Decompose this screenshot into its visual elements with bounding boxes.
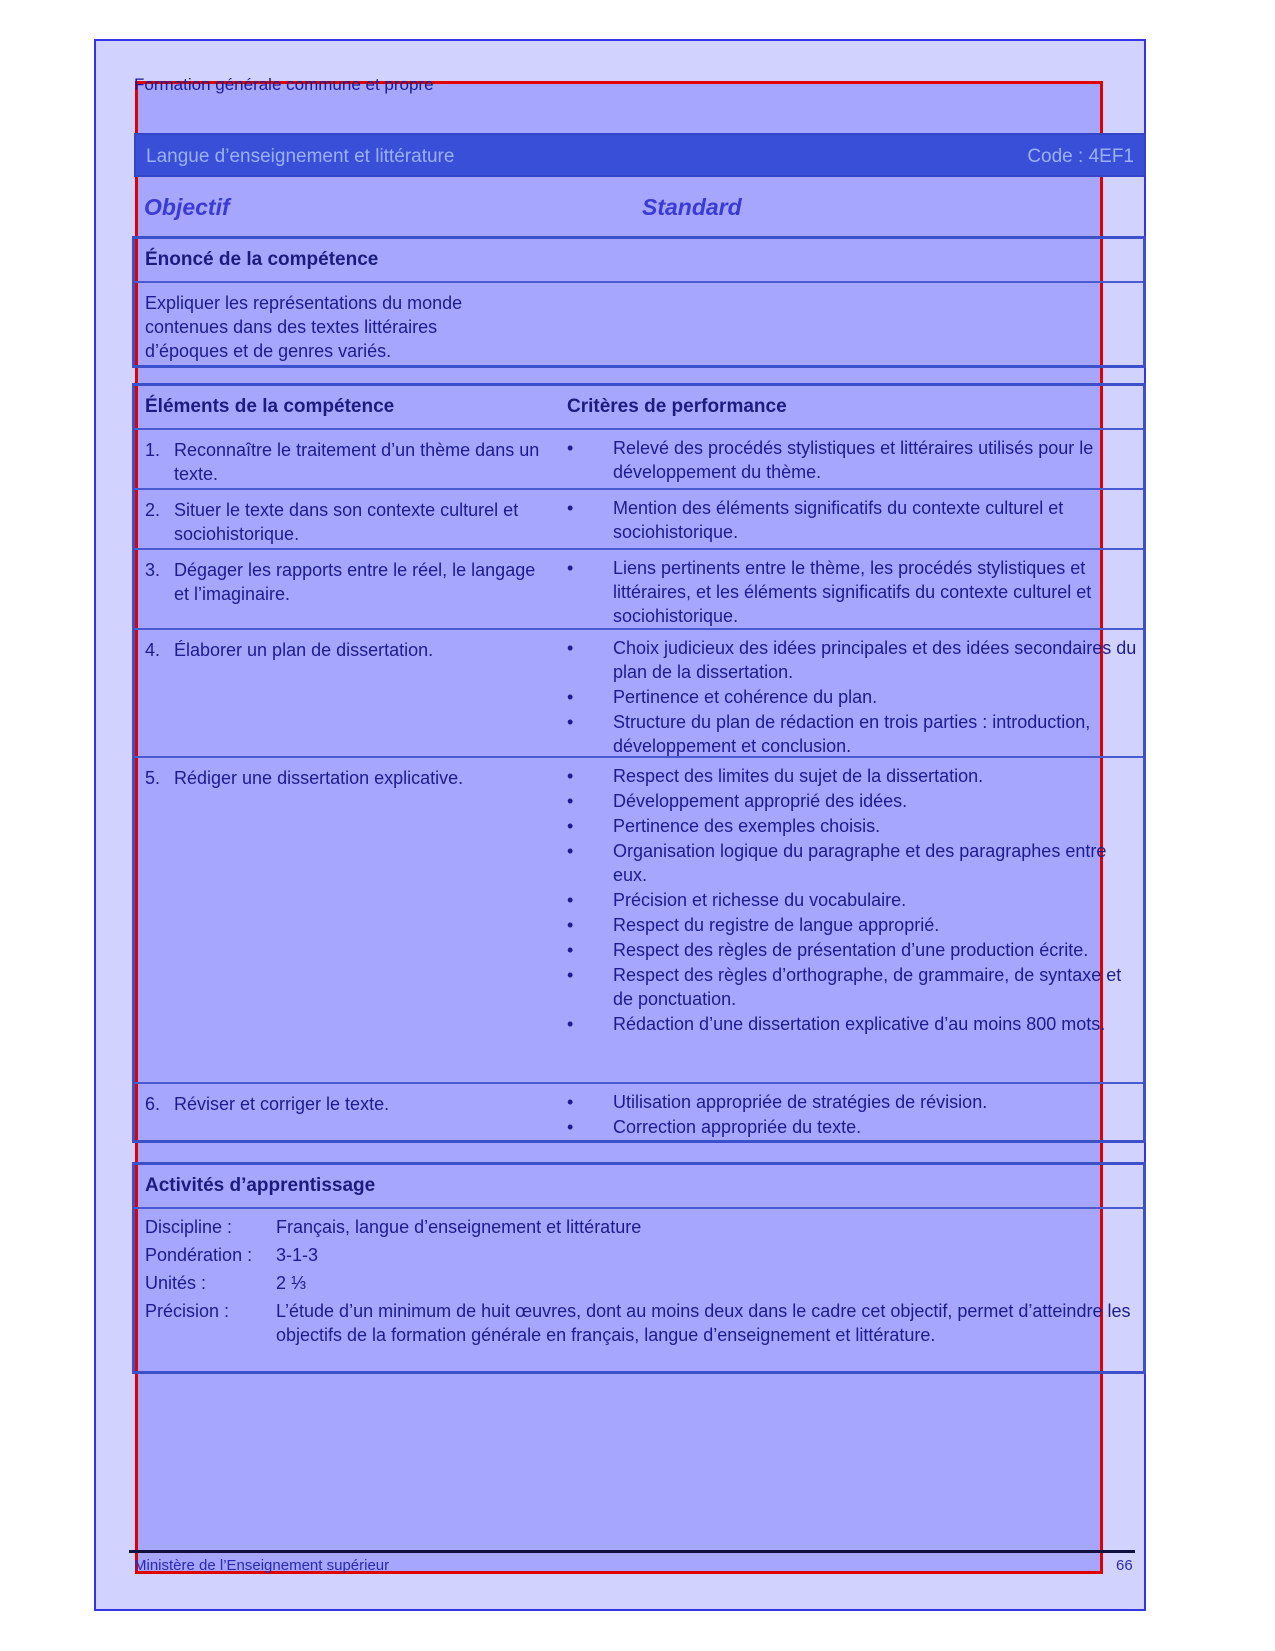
- element-text: Situer le texte dans son contexte culturel et sociohistorique.: [174, 500, 519, 544]
- course-code: Code : 4EF1: [1027, 146, 1134, 167]
- precision-label: Précision :: [145, 1301, 230, 1321]
- criterion-item: • Respect des limites du sujet de la dissertation.: [567, 764, 1137, 788]
- element-number: 3.: [145, 560, 161, 580]
- criterion-item: • Utilisation appropriée de stratégies de révision.: [567, 1090, 1137, 1114]
- precision-row: [135, 1299, 1143, 1371]
- element-number: 6.: [145, 1094, 161, 1114]
- ponderation-value: 3-1-3: [276, 1245, 319, 1265]
- element-text: Réviser et corriger le texte.: [174, 1094, 390, 1114]
- discipline-label: Discipline :: [145, 1217, 233, 1237]
- activites-heading: Activités d’apprentissage: [135, 1165, 1143, 1209]
- criterion-item: • Respect des règles d’orthographe, de grammaire, de syntaxe et de ponctuation.: [567, 963, 1137, 1011]
- criterion-item: • Organisation logique du paragraphe et des paragraphes entre eux.: [567, 839, 1137, 887]
- elements-box: [132, 383, 1146, 1143]
- element-text: Élaborer un plan de dissertation.: [174, 640, 434, 660]
- enonce-text: Expliquer les représentations du monde contenues dans des textes littéraires d’époques et de genres variés.: [145, 293, 463, 361]
- criterion-item: • Rédaction d’une dissertation explicative d’au moins 800 mots.: [567, 1012, 1137, 1036]
- precision-value: L’étude d’un minimum de huit œuvres, dont au moins deux dans le cadre cet objectif, permet d’atteindre les objectifs de la formation générale en français, langue d’enseignement et littérature.: [276, 1301, 1131, 1345]
- enonce-box: [132, 236, 1146, 368]
- criterion-item: • Structure du plan de rédaction en trois parties : introduction, développement et conclusion.: [567, 710, 1137, 758]
- footer-ministry: Ministère de l’Enseignement supérieur: [134, 1557, 390, 1574]
- standard-label: Standard: [642, 194, 742, 220]
- unites-row: [135, 1271, 1143, 1295]
- title-band: [134, 133, 1146, 177]
- element-row-2: [135, 490, 1143, 550]
- enonce-heading: Énoncé de la compétence: [135, 239, 1143, 283]
- criterion-item: • Respect des règles de présentation d’une production écrite.: [567, 938, 1137, 962]
- discipline-row: [135, 1215, 1143, 1239]
- element-row-6: [135, 1084, 1143, 1144]
- element-text: Reconnaître le traitement d’un thème dans un texte.: [174, 440, 540, 484]
- element-number: 5.: [145, 768, 161, 788]
- ponderation-label: Pondération :: [145, 1245, 253, 1265]
- element-number: 4.: [145, 640, 161, 660]
- activites-box: [132, 1162, 1146, 1374]
- criterion-item: • Pertinence des exemples choisis.: [567, 814, 1137, 838]
- elements-header-row: [135, 386, 1143, 430]
- element-row-1: [135, 430, 1143, 490]
- element-row-4: [135, 630, 1143, 758]
- criterion-item: • Mention des éléments significatifs du contexte culturel et sociohistorique.: [567, 496, 1137, 544]
- section-label: Formation générale commune et propre: [134, 75, 434, 94]
- course-title: Langue d’enseignement et littérature: [146, 146, 455, 167]
- criterion-item: • Correction appropriée du texte.: [567, 1115, 1137, 1139]
- criterion-item: • Pertinence et cohérence du plan.: [567, 685, 1137, 709]
- discipline-value: Français, langue d’enseignement et littérature: [276, 1217, 642, 1237]
- ponderation-row: [135, 1243, 1143, 1267]
- criterion-item: • Développement approprié des idées.: [567, 789, 1137, 813]
- criterion-item: • Précision et richesse du vocabulaire.: [567, 888, 1137, 912]
- element-text: Dégager les rapports entre le réel, le langage et l’imaginaire.: [174, 560, 536, 604]
- elements-heading: Éléments de la compétence: [145, 396, 395, 417]
- criterion-item: • Liens pertinents entre le thème, les procédés stylistiques et littéraires, et les éléments significatifs du contexte culturel et sociohistorique.: [567, 556, 1137, 628]
- element-number: 1.: [145, 440, 161, 460]
- objectif-label: Objectif: [144, 194, 230, 220]
- element-row-5: [135, 758, 1143, 1084]
- unites-value: 2 ⅓: [276, 1273, 307, 1293]
- footer-rule: [129, 1550, 1135, 1553]
- criterion-item: • Relevé des procédés stylistiques et littéraires utilisés pour le développement du thème.: [567, 436, 1137, 484]
- element-row-3: [135, 550, 1143, 630]
- element-text: Rédiger une dissertation explicative.: [174, 768, 464, 788]
- page-number: 66: [1116, 1557, 1133, 1574]
- criterion-item: • Respect du registre de langue approprié.: [567, 913, 1137, 937]
- element-number: 2.: [145, 500, 161, 520]
- unites-label: Unités :: [145, 1273, 207, 1293]
- criterion-item: • Choix judicieux des idées principales et des idées secondaires du plan de la dissertation.: [567, 636, 1137, 684]
- criteria-heading: Critères de performance: [567, 396, 787, 417]
